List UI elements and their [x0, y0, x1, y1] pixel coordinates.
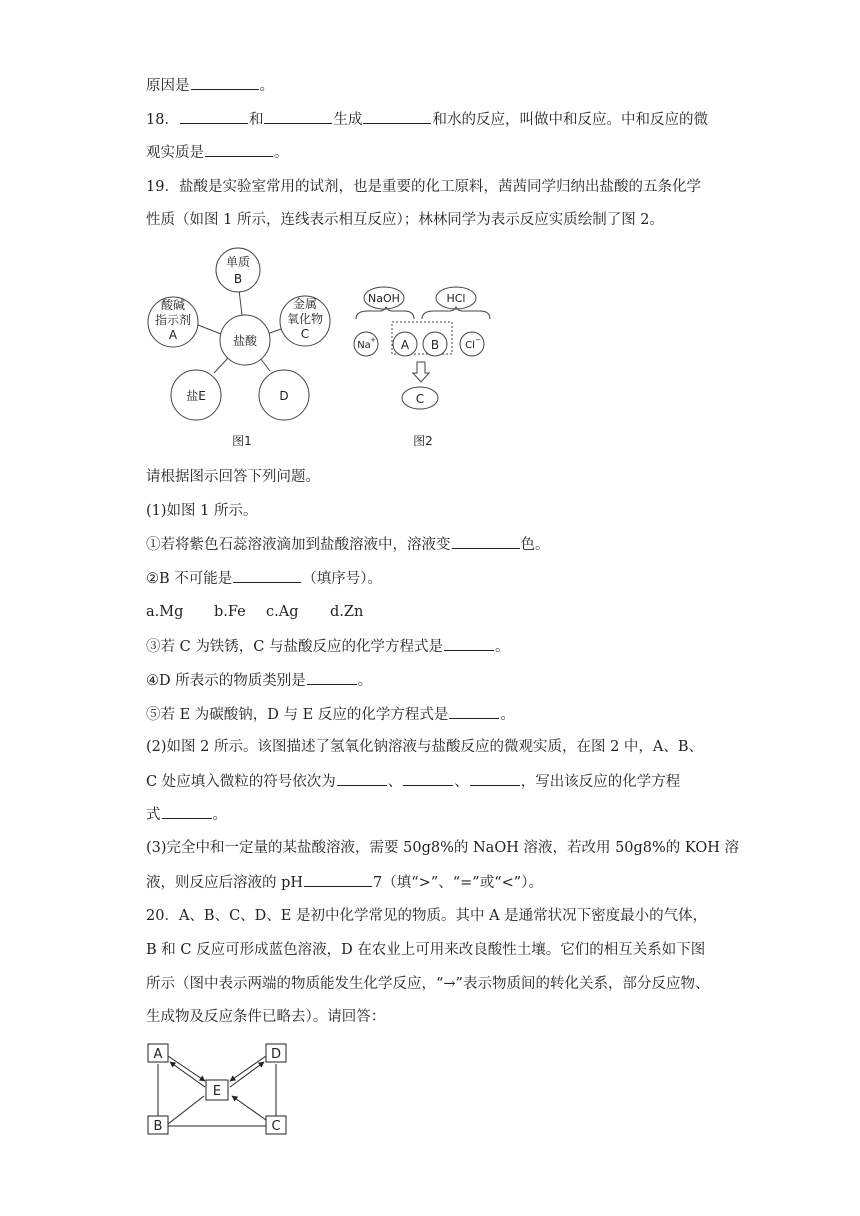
- label-e: E: [212, 1084, 222, 1099]
- text: 。: [274, 145, 289, 161]
- answer-blank[interactable]: [449, 704, 499, 719]
- c-label: C: [415, 392, 425, 406]
- naoh-label: NaOH: [368, 292, 400, 305]
- question-18-cont: [146, 142, 289, 163]
- question-number: 18．: [146, 112, 179, 128]
- text: 。: [500, 707, 515, 723]
- option-b: b.Fe: [214, 604, 246, 620]
- node-left-line2: 指示剂: [154, 313, 192, 327]
- text: ，写出该反应的化学方程: [520, 774, 681, 790]
- text: 式: [146, 807, 161, 823]
- brace-naoh: [356, 307, 414, 319]
- text: （填序号）。: [302, 571, 383, 587]
- label-c: C: [271, 1119, 281, 1134]
- answer-blank[interactable]: [363, 109, 431, 124]
- text: 。: [495, 639, 510, 655]
- arrow-a-e: [168, 1056, 205, 1081]
- text: 观实质是: [146, 145, 204, 161]
- figure-2: [348, 283, 498, 455]
- node-top-line1: 单质: [225, 255, 251, 269]
- option-a: a.Mg: [146, 604, 184, 620]
- answer-blank[interactable]: [337, 771, 387, 786]
- arrow-e-a: [170, 1062, 205, 1087]
- answer-blank[interactable]: [191, 75, 259, 90]
- question-19-cont: 性质（如图 1 所示，连线表示相互反应）；林林同学为表示反应实质绘制了图 2。: [146, 212, 665, 228]
- answer-blank[interactable]: [452, 534, 520, 549]
- part-3-cont: [146, 872, 543, 893]
- text: 。: [357, 673, 373, 689]
- node-left-line1: 酸碱: [160, 298, 186, 312]
- text: 生成: [333, 112, 363, 128]
- a-label: A: [400, 338, 410, 352]
- line-b-e: [168, 1096, 204, 1124]
- figure-2-caption: 图2: [413, 434, 433, 448]
- node-right-line2: 氧化物: [286, 312, 324, 326]
- text: 和: [248, 112, 264, 128]
- text: 。: [212, 807, 227, 823]
- part-1-c: [146, 636, 510, 657]
- question-20-cont2: 所示（图中表示两端的物质能发生化学反应，“→”表示物质间的转化关系，部分反应物、: [146, 976, 710, 992]
- text: 7（填“>”、“=”或“<”）。: [373, 875, 543, 891]
- figure-3: [142, 1038, 294, 1142]
- answer-blank[interactable]: [233, 568, 301, 583]
- answer-blank[interactable]: [444, 636, 494, 651]
- figure-1: [140, 243, 340, 455]
- option-c: c.Ag: [266, 604, 299, 620]
- text: ③若 C 为铁锈，C 与盐酸反应的化学方程式是: [146, 639, 444, 655]
- text: C 处应填入微粒的符号依次为: [146, 774, 336, 790]
- part-1-b: [146, 568, 382, 589]
- answer-blank[interactable]: [180, 109, 248, 124]
- question-20-cont3: 生成物及反应条件已略去）。请回答：: [146, 1009, 386, 1025]
- part-1-a: [146, 534, 550, 555]
- part-1-heading: (1)如图 1 所示。: [146, 503, 258, 519]
- answer-blank[interactable]: [470, 771, 520, 786]
- part-2: (2)如图 2 所示。该图描述了氢氧化钠溶液与盐酸反应的微观实质，在图 2 中，A、B、: [146, 739, 704, 755]
- part-2-cont2: [146, 804, 227, 825]
- figure-1-caption: 图1: [232, 434, 252, 448]
- text: ②B 不可能是: [146, 571, 233, 587]
- label-d: D: [270, 1047, 282, 1062]
- line-reason: [146, 75, 274, 96]
- node-d-label: D: [279, 389, 289, 403]
- answer-blank[interactable]: [403, 771, 453, 786]
- answer-blank[interactable]: [205, 142, 273, 157]
- answer-blank[interactable]: [162, 804, 212, 819]
- answer-blank[interactable]: [307, 670, 357, 685]
- arrow-e-d: [230, 1062, 264, 1087]
- part-2-cont: [146, 771, 680, 792]
- na-charge: +: [370, 336, 376, 344]
- text: ⑤若 E 为碳酸钠，D 与 E 反应的化学方程式是: [146, 707, 449, 723]
- arrow-d-e: [230, 1056, 266, 1081]
- node-center-label: 盐酸: [232, 334, 258, 348]
- text: 。: [259, 78, 274, 94]
- option-d: d.Zn: [330, 604, 364, 620]
- hcl-label: HCl: [446, 292, 466, 305]
- text: 、: [387, 774, 403, 790]
- down-arrow-icon: [413, 362, 429, 382]
- text: 和水的反应，叫做中和反应。中和反应的微: [432, 112, 708, 128]
- part-1-d: [146, 670, 372, 691]
- options-row: [146, 602, 363, 622]
- question-20: 20．A、B、C、D、E 是初中化学常见的物质。其中 A 是通常状况下密度最小的气体，: [146, 908, 708, 924]
- node-salt-label: 盐E: [186, 389, 206, 403]
- text: ④D 所表示的物质类别是: [146, 673, 306, 689]
- answer-blank[interactable]: [264, 109, 332, 124]
- text: 色。: [520, 537, 550, 553]
- question-18: [146, 109, 708, 130]
- instruction: 请根据图示回答下列问题。: [146, 469, 320, 485]
- node-right-line1: 金属: [292, 297, 318, 311]
- node-left-line3: A: [168, 328, 178, 342]
- arrow-c-e: [232, 1096, 266, 1120]
- text: ①若将紫色石蕊溶液滴加到盐酸溶液中，溶液变: [146, 537, 451, 553]
- cl-label: Cl: [465, 340, 475, 351]
- answer-blank[interactable]: [304, 872, 372, 887]
- cl-charge: −: [475, 336, 481, 344]
- part-1-e: [146, 704, 515, 725]
- node-right-line3: C: [300, 327, 310, 341]
- text: 、: [454, 774, 469, 790]
- text: 原因是: [146, 78, 190, 94]
- label-a: A: [153, 1047, 163, 1062]
- node-top-line2: B: [233, 272, 243, 286]
- na-label: Na: [357, 340, 371, 351]
- label-b: B: [153, 1119, 163, 1134]
- text: 液，则反应后溶液的 pH: [146, 875, 304, 891]
- part-3: (3)完全中和一定量的某盐酸溶液，需要 50g8%的 NaOH 溶液，若改用 50g8%的 KOH 溶: [146, 840, 740, 856]
- question-19: 19．盐酸是实验室常用的试剂，也是重要的化工原料，茜茜同学归纳出盐酸的五条化学: [146, 179, 701, 195]
- b-label: B: [430, 338, 440, 352]
- question-20-cont1: B 和 C 反应可形成蓝色溶液，D 在农业上可用来改良酸性土壤。它们的相互关系如下图: [146, 942, 706, 958]
